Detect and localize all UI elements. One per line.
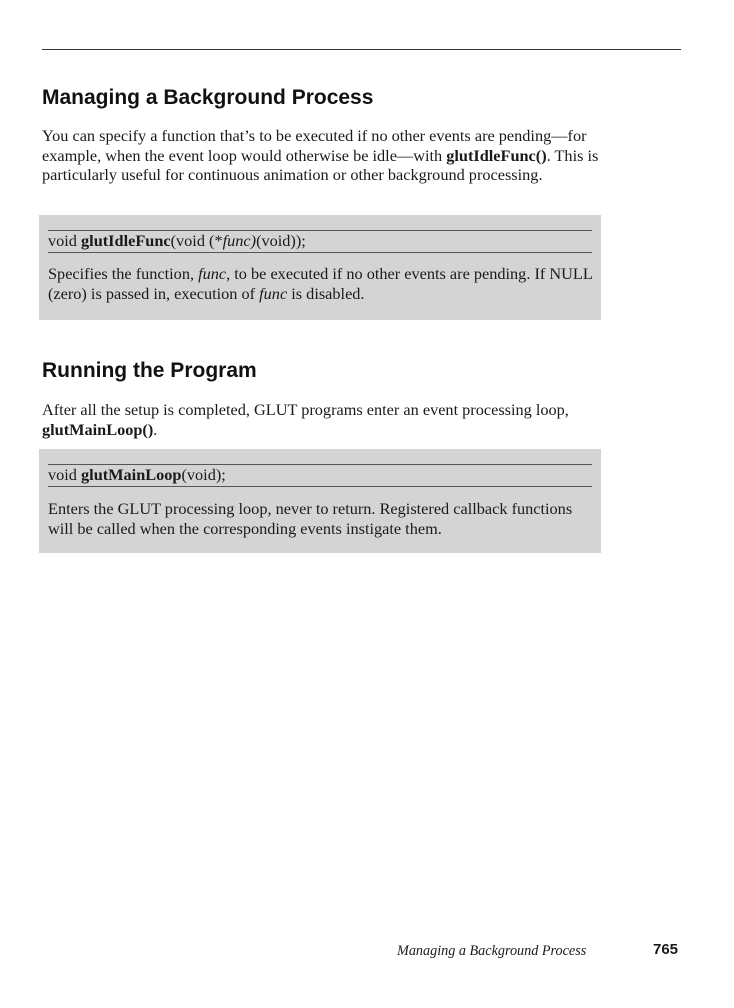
running-footer-title: Managing a Background Process xyxy=(397,943,587,959)
header-rule xyxy=(42,49,681,50)
signature-text: (void); xyxy=(181,465,226,484)
paragraph-text: You can specify a function that’s to be executed if no other events are pending—for example, when the event loop would otherwise be idle—with xyxy=(42,126,587,165)
paragraph-text: After all the setup is completed, GLUT programs enter an event processing loop, xyxy=(42,400,569,419)
function-description xyxy=(48,264,595,303)
description-parameter: func xyxy=(259,283,288,303)
description-parameter: func xyxy=(198,264,227,283)
function-signature xyxy=(48,230,592,253)
description-text: , to be executed if no other events are pending. If NULL (zero) is passed in, execution of xyxy=(48,264,593,303)
signature-function-name: glutIdleFunc xyxy=(81,231,171,250)
signature-return-type: void xyxy=(48,465,82,484)
section-paragraph-background-process xyxy=(42,126,612,185)
function-signature xyxy=(48,464,592,487)
signature-return-type: void xyxy=(48,231,82,250)
paragraph-text: . This is particularly useful for continuous animation or other background processing. xyxy=(42,145,599,185)
paragraph-text: . xyxy=(153,419,158,439)
function-reference-box-glutIdleFunc xyxy=(39,215,601,320)
section-paragraph-running-program xyxy=(42,400,612,439)
function-reference-box-glutMainLoop xyxy=(39,449,601,553)
signature-function-name: glutMainLoop xyxy=(81,465,182,484)
signature-text: (void)); xyxy=(256,231,306,250)
function-name-glutIdleFunc: glutIdleFunc() xyxy=(446,145,547,165)
function-description: Enters the GLUT processing loop, never to return. Registered callback functions will be called when the corresponding events instigate them. xyxy=(48,499,573,538)
signature-parameter: func) xyxy=(222,231,257,250)
signature-text: (void (* xyxy=(170,231,223,250)
section-heading-running-program: Running the Program xyxy=(42,359,257,382)
function-name-glutMainLoop: glutMainLoop() xyxy=(42,419,154,439)
description-text: is disabled. xyxy=(287,283,365,303)
section-heading-background-process: Managing a Background Process xyxy=(42,86,374,109)
description-text: Specifies the function, xyxy=(48,264,199,283)
page-number: 765 xyxy=(653,941,679,958)
